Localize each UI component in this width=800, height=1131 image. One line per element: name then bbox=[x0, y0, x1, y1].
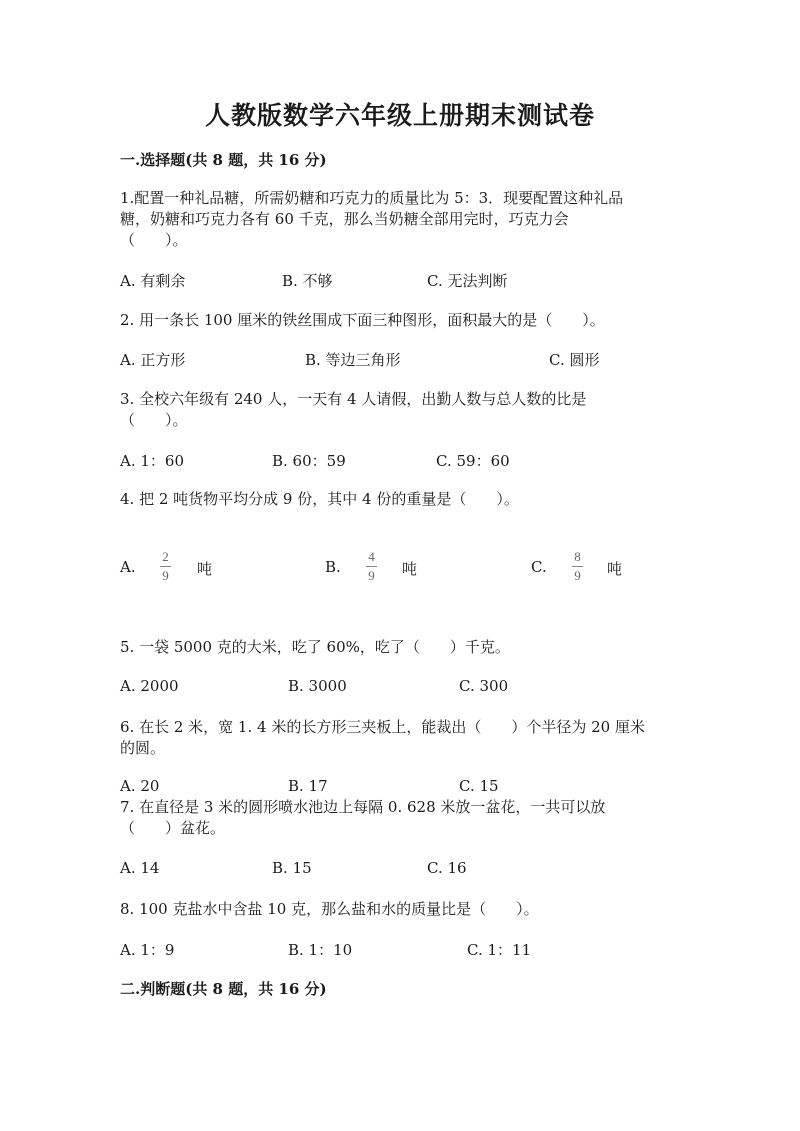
fraction-bar bbox=[160, 566, 171, 567]
question-3-line-1: 3. 全校六年级有 240 人，一天有 4 人请假，出勤人数与总人数的比是 bbox=[120, 390, 587, 408]
fraction-denominator: 9 bbox=[368, 568, 375, 583]
question-1-option-b: B. 不够 bbox=[282, 272, 333, 290]
question-2-option-a: A. 正方形 bbox=[120, 351, 186, 369]
question-8-line-1: 8. 100 克盐水中含盐 10 克，那么盐和水的质量比是（ ）。 bbox=[120, 900, 539, 918]
fraction-denominator: 9 bbox=[574, 568, 581, 583]
question-1-line-1: 1.配置一种礼品糖，所需奶糖和巧克力的质量比为 5：3．现要配置这种礼品 bbox=[120, 189, 624, 207]
question-4-line-1: 4. 把 2 吨货物平均分成 9 份，其中 4 份的重量是（ ）。 bbox=[120, 490, 519, 508]
question-7-option-a: A. 14 bbox=[120, 859, 160, 877]
question-2-option-c: C. 圆形 bbox=[549, 351, 600, 369]
question-5-option-a: A. 2000 bbox=[120, 677, 179, 695]
question-5-option-b: B. 3000 bbox=[288, 677, 347, 695]
question-4-option-b-unit: 吨 bbox=[402, 560, 418, 578]
question-8-option-c: C. 1：11 bbox=[467, 941, 532, 959]
question-6-option-b: B. 17 bbox=[288, 777, 328, 795]
question-4-option-c-label: C. bbox=[531, 558, 547, 576]
question-1-option-c: C. 无法判断 bbox=[427, 272, 508, 290]
question-7-option-b: B. 15 bbox=[272, 859, 312, 877]
question-6-line-1: 6. 在长 2 米，宽 1. 4 米的长方形三夹板上，能裁出（ ）个半径为 20 厘米 bbox=[120, 718, 645, 736]
section-heading-choice: 一.选择题(共 8 题，共 16 分) bbox=[120, 151, 327, 169]
question-4-option-c-unit: 吨 bbox=[607, 560, 623, 578]
question-6-option-c: C. 15 bbox=[459, 777, 499, 795]
question-7-line-2: （ ）盆花。 bbox=[120, 819, 226, 837]
question-8-option-a: A. 1：9 bbox=[120, 941, 175, 959]
question-1-line-2: 糖，奶糖和巧克力各有 60 千克，那么当奶糖全部用完时，巧克力会 bbox=[120, 210, 569, 228]
question-2-option-b: B. 等边三角形 bbox=[305, 351, 401, 369]
question-3-line-2: （ ）。 bbox=[120, 411, 188, 429]
fraction-bar bbox=[366, 566, 377, 567]
page-title: 人教版数学六年级上册期末测试卷 bbox=[204, 101, 595, 130]
fraction-bar bbox=[572, 566, 583, 567]
question-2-line-1: 2. 用一条长 100 厘米的铁丝围成下面三种图形，面积最大的是（ ）。 bbox=[120, 311, 605, 329]
question-4-option-b-label: B. bbox=[325, 558, 341, 576]
question-4-option-c-fraction bbox=[572, 550, 583, 583]
question-8-option-b: B. 1：10 bbox=[288, 941, 353, 959]
question-3-option-b: B. 60：59 bbox=[272, 452, 346, 470]
question-4-option-a-unit: 吨 bbox=[197, 560, 213, 578]
question-1-line-3: （ ）。 bbox=[120, 231, 188, 249]
question-7-line-1: 7. 在直径是 3 米的圆形喷水池边上每隔 0. 628 米放一盆花，一共可以放 bbox=[120, 798, 606, 816]
question-1-option-a: A. 有剩余 bbox=[120, 272, 186, 290]
question-5-option-c: C. 300 bbox=[459, 677, 509, 695]
question-4-option-b-fraction bbox=[366, 550, 377, 583]
question-3-option-c: C. 59：60 bbox=[436, 452, 510, 470]
fraction-denominator: 9 bbox=[162, 568, 169, 583]
fraction-numerator: 2 bbox=[162, 549, 169, 564]
section-heading-judgment: 二.判断题(共 8 题，共 16 分) bbox=[120, 980, 327, 998]
question-4-option-a-fraction bbox=[160, 550, 171, 583]
question-3-option-a: A. 1：60 bbox=[120, 452, 184, 470]
fraction-numerator: 4 bbox=[368, 549, 375, 564]
question-7-option-c: C. 16 bbox=[427, 859, 467, 877]
question-6-line-2: 的圆。 bbox=[120, 739, 166, 757]
fraction-numerator: 8 bbox=[574, 549, 581, 564]
question-5-line-1: 5. 一袋 5000 克的大米，吃了 60%，吃了（ ）千克。 bbox=[120, 638, 510, 656]
question-6-option-a: A. 20 bbox=[120, 777, 160, 795]
question-4-option-a-label: A. bbox=[120, 558, 136, 576]
